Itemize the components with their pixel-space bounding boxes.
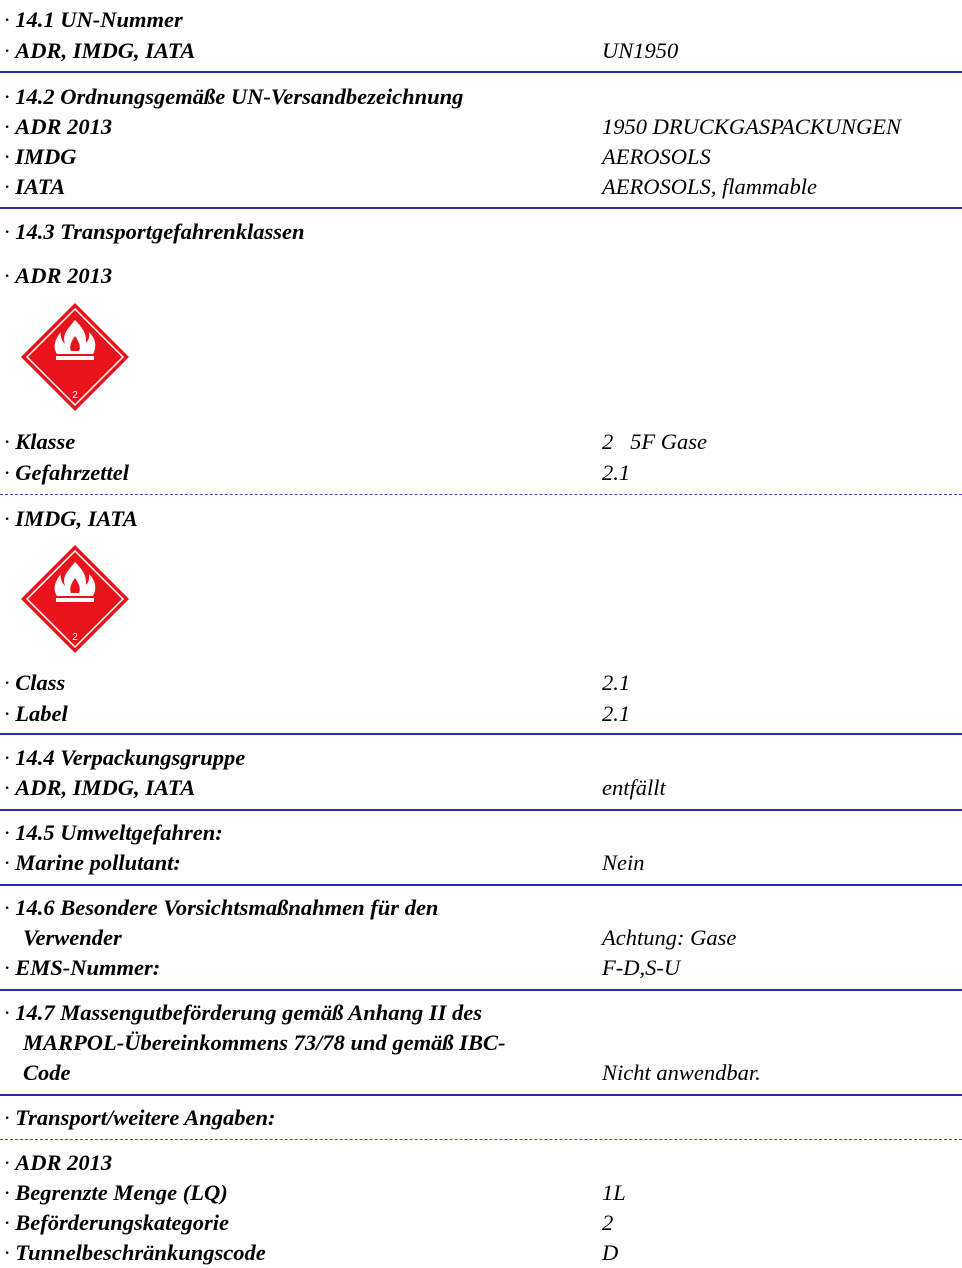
adr-label-value: 2.1 bbox=[602, 460, 631, 485]
flammable-gas-pictogram bbox=[20, 544, 130, 654]
section-divider bbox=[0, 71, 962, 73]
flammable-gas-pictogram bbox=[20, 302, 130, 412]
pictogram-class-number: 2 bbox=[72, 632, 78, 643]
adr-class-value: 2 5F Gase bbox=[602, 429, 707, 454]
adr-label-row: · Gefahrzettel 2.1 bbox=[0, 457, 962, 488]
section-divider bbox=[0, 1094, 962, 1096]
imdg-class-row: · Class 2.1 bbox=[0, 667, 962, 698]
section-divider bbox=[0, 989, 962, 991]
shipping-name-iata-value: AEROSOLS, flammable bbox=[602, 174, 817, 199]
section-14-6-heading-cont: Verwender Achtung: Gase bbox=[0, 922, 962, 953]
section-14-5-heading: · 14.5 Umweltgefahren: bbox=[4, 820, 223, 845]
section-divider bbox=[0, 809, 962, 811]
section-divider bbox=[0, 733, 962, 735]
tunnel-code-row: · Tunnelbeschränkungscode D bbox=[0, 1237, 962, 1268]
imdg-label-value: 2.1 bbox=[602, 701, 631, 726]
shipping-name-adr-value: 1950 DRUCKGASPACKUNGEN bbox=[602, 114, 901, 139]
transport-category-value: 2 bbox=[602, 1210, 614, 1235]
section-14-7-heading: · 14.7 Massengutbeförderung gemäß Anhang II des bbox=[4, 1000, 482, 1025]
transport-category-row: · Beförderungskategorie 2 bbox=[0, 1207, 962, 1238]
bulk-transport-value: Nicht anwendbar. bbox=[602, 1060, 761, 1085]
limited-quantity-row: · Begrenzte Menge (LQ) 1L bbox=[0, 1177, 962, 1208]
pictogram-class-number: 2 bbox=[72, 390, 78, 401]
section-14-1-heading: · 14.1 UN-Nummer bbox=[4, 7, 183, 32]
subsection-divider bbox=[0, 1139, 962, 1140]
section-14-7-heading-end: Code Nicht anwendbar. bbox=[0, 1057, 962, 1088]
limited-quantity-value: 1L bbox=[602, 1180, 626, 1205]
section-divider bbox=[0, 884, 962, 886]
section-divider bbox=[0, 207, 962, 209]
imdg-label-row: · Label 2.1 bbox=[0, 698, 962, 729]
shipping-name-imdg-value: AEROSOLS bbox=[602, 144, 711, 169]
transport-further-info-heading: · Transport/weitere Angaben: bbox=[4, 1105, 276, 1130]
marine-pollutant-row: · Marine pollutant: Nein bbox=[0, 847, 962, 878]
imdg-class-value: 2.1 bbox=[602, 670, 631, 695]
imdg-iata-title: · IMDG, IATA bbox=[4, 506, 138, 531]
further-adr-title: · ADR 2013 bbox=[4, 1150, 113, 1175]
section-14-3-heading: · 14.3 Transportgefahrenklassen bbox=[4, 219, 305, 244]
section-14-2-heading: · 14.2 Ordnungsgemäße UN-Versandbezeichnung bbox=[4, 84, 464, 109]
adr-class-row: · Klasse 2 5F Gase bbox=[0, 426, 962, 457]
precautions-value: Achtung: Gase bbox=[602, 925, 737, 950]
ems-number-value: F-D,S-U bbox=[602, 955, 681, 980]
tunnel-code-value: D bbox=[602, 1240, 619, 1265]
section-14-6-heading: · 14.6 Besondere Vorsichtsmaßnahmen für den bbox=[4, 895, 439, 920]
shipping-name-iata-row: · IATA AEROSOLS, flammable bbox=[0, 171, 962, 202]
ems-number-row: · EMS-Nummer: F-D,S-U bbox=[0, 952, 962, 983]
marine-pollutant-value: Nein bbox=[602, 850, 645, 875]
adr-2013-title: · ADR 2013 bbox=[4, 263, 113, 288]
un-number-row: · ADR, IMDG, IATA UN1950 bbox=[0, 35, 962, 66]
packing-group-value: entfällt bbox=[602, 775, 666, 800]
section-14-7-heading-cont: MARPOL-Übereinkommens 73/78 und gemäß IBC- bbox=[23, 1030, 506, 1055]
packing-group-row: · ADR, IMDG, IATA entfällt bbox=[0, 772, 962, 803]
shipping-name-adr-row: · ADR 2013 1950 DRUCKGASPACKUNGEN bbox=[0, 111, 962, 142]
shipping-name-imdg-row: · IMDG AEROSOLS bbox=[0, 141, 962, 172]
section-14-4-heading: · 14.4 Verpackungsgruppe bbox=[4, 745, 246, 770]
un-number-value: UN1950 bbox=[602, 38, 679, 63]
subsection-divider bbox=[0, 494, 962, 495]
